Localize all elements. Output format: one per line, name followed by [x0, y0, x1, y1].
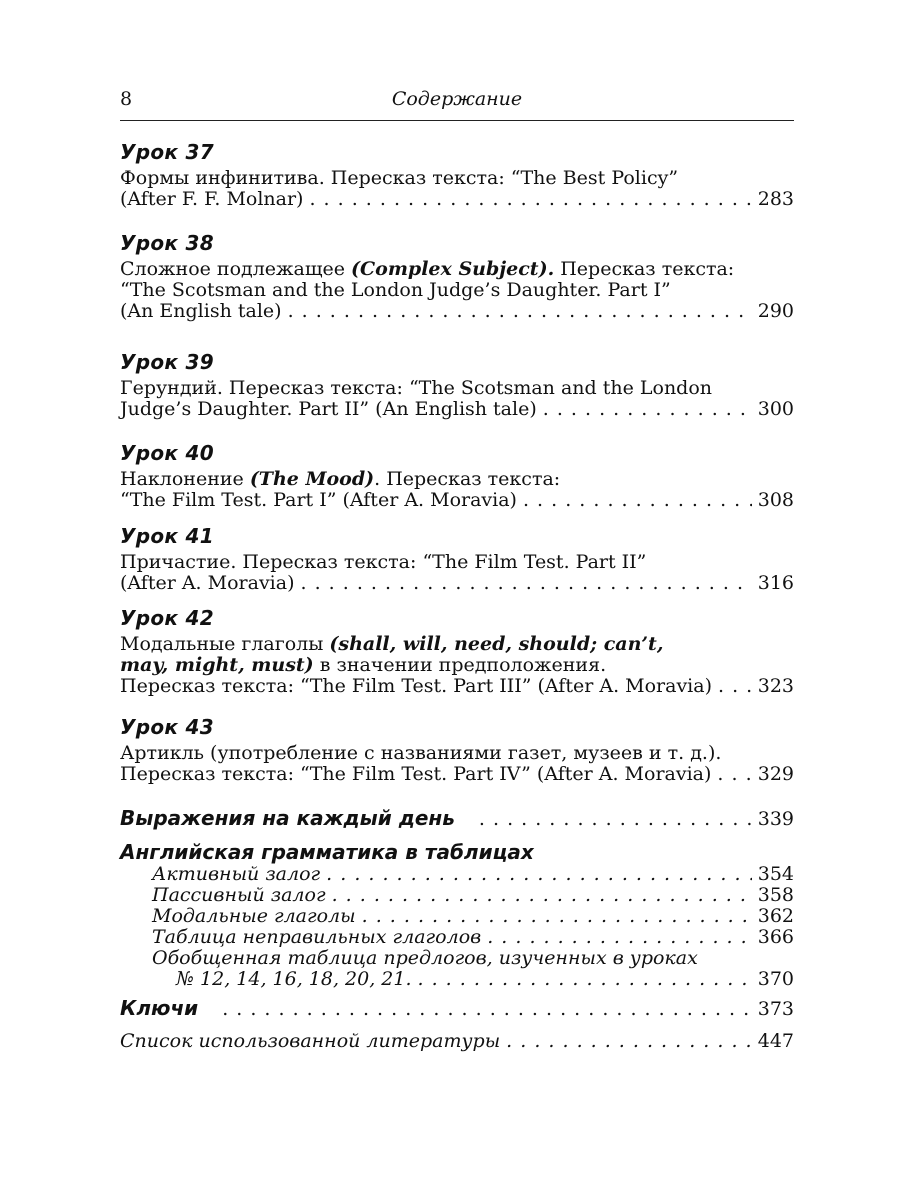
entry-line: Герундий. Пересказ текста: “The Scotsman and the London: [120, 377, 713, 399]
entry-leader-line: [120, 764, 794, 785]
entry-line: Формы инфинитива. Пересказ текста: “The Best Policy”: [120, 167, 679, 189]
entry-text: (After A. Moravia): [120, 572, 295, 594]
entry-leader-line: [120, 490, 794, 511]
dot-leader: [479, 809, 752, 830]
section-title: Английская грамматика в таблицах: [120, 840, 534, 864]
grammar-item: Пассивный залог . . . 358: [120, 885, 794, 906]
dot-leader: [288, 301, 752, 322]
lesson-42: [120, 606, 794, 697]
entry-text: Ключи: [120, 996, 199, 1020]
entry-line: Артикль (употребление с названиями газет, музеев и т. д.).: [120, 742, 722, 764]
entry-text: “The Film Test. Part I” (After A. Moravia): [120, 489, 517, 511]
keys-entry: [120, 998, 794, 1020]
page-ref: 283: [757, 188, 794, 210]
grammar-item: Активный залог . . . 354: [120, 864, 794, 885]
page-ref: 329: [757, 763, 794, 785]
dot-leader: [301, 573, 752, 594]
dot-leader: [718, 676, 752, 697]
page-ref: 316: [757, 572, 794, 594]
grammar-item: Таблица неправильных глаголов . . . 366: [120, 927, 794, 948]
lesson-title: Урок 41: [120, 524, 214, 548]
lesson-41: [120, 524, 794, 594]
page-ref: 339: [757, 808, 794, 830]
page-ref: 290: [757, 300, 794, 322]
lesson-title: Урок 43: [120, 715, 214, 739]
entry-line: “The Scotsman and the London Judge’s Daughter. Part I”: [120, 279, 671, 301]
entry-leader-line: [120, 301, 794, 322]
page-header: [120, 80, 794, 121]
entry-text: Пересказ текста: “The Film Test. Part III” (After A. Moravia): [120, 675, 712, 697]
page-ref: 323: [757, 675, 794, 697]
lesson-title: Урок 37: [120, 140, 214, 164]
lesson-title: Урок 40: [120, 441, 214, 465]
lesson-37: [120, 140, 794, 210]
dot-leader: [418, 969, 752, 990]
entry-text: (An English tale): [120, 300, 282, 322]
page-ref: 308: [757, 489, 794, 511]
expressions-entry: [120, 808, 794, 830]
entry-text: Выражения на каждый день: [120, 806, 455, 830]
entry-leader-line: [120, 399, 794, 420]
lesson-40: [120, 441, 794, 511]
dot-leader: [332, 885, 752, 906]
entry-line: may, might, must) в значении предположения.: [120, 654, 607, 676]
dot-leader: [362, 906, 752, 927]
lesson-title: Урок 39: [120, 350, 214, 374]
entry-line: Причастие. Пересказ текста: “The Film Test. Part II”: [120, 551, 647, 573]
lesson-title: Урок 42: [120, 606, 214, 630]
entry-text: Пересказ текста: “The Film Test. Part IV” (After A. Moravia): [120, 763, 712, 785]
lesson-title: Урок 38: [120, 231, 214, 255]
grammar-item: № 12, 14, 16, 18, 20, 21. . . . 370: [120, 969, 794, 990]
dot-leader: [309, 189, 751, 210]
entry-text: (After F. F. Molnar): [120, 188, 304, 210]
page-ref: 300: [757, 398, 794, 420]
entry-text: Список использованной литературы: [120, 1030, 501, 1052]
entry-leader-line: [120, 573, 794, 594]
entry-line: Модальные глаголы (shall, will, need, should; can’t,: [120, 633, 664, 655]
entry-leader-line: [120, 676, 794, 697]
toc-page: [120, 80, 794, 121]
lesson-39: [120, 350, 794, 420]
entry-line: Сложное подлежащее (Complex Subject). Пересказ текста:: [120, 258, 735, 280]
dot-leader: [326, 864, 752, 885]
dot-leader: [543, 399, 752, 420]
dot-leader: [222, 999, 752, 1020]
bibliography-entry: [120, 1031, 794, 1052]
entry-leader-line: [120, 189, 794, 210]
grammar-section: [120, 840, 794, 990]
running-title: Содержание: [391, 88, 523, 110]
dot-leader: [523, 490, 752, 511]
dot-leader: [506, 1031, 752, 1052]
dot-leader: [717, 764, 751, 785]
grammar-item: Модальные глаголы . . . 362: [120, 906, 794, 927]
lesson-43: [120, 715, 794, 785]
entry-text: Judge’s Daughter. Part II” (An English tale): [120, 398, 537, 420]
dot-leader: [487, 927, 752, 948]
lesson-38: [120, 231, 794, 322]
page-ref: 373: [757, 998, 794, 1020]
page-number: 8: [120, 88, 133, 110]
page-ref: 447: [757, 1030, 794, 1052]
grammar-item: Обобщенная таблица предлогов, изученных в уроках: [152, 947, 698, 969]
entry-line: Наклонение (The Mood). Пересказ текста:: [120, 468, 561, 490]
